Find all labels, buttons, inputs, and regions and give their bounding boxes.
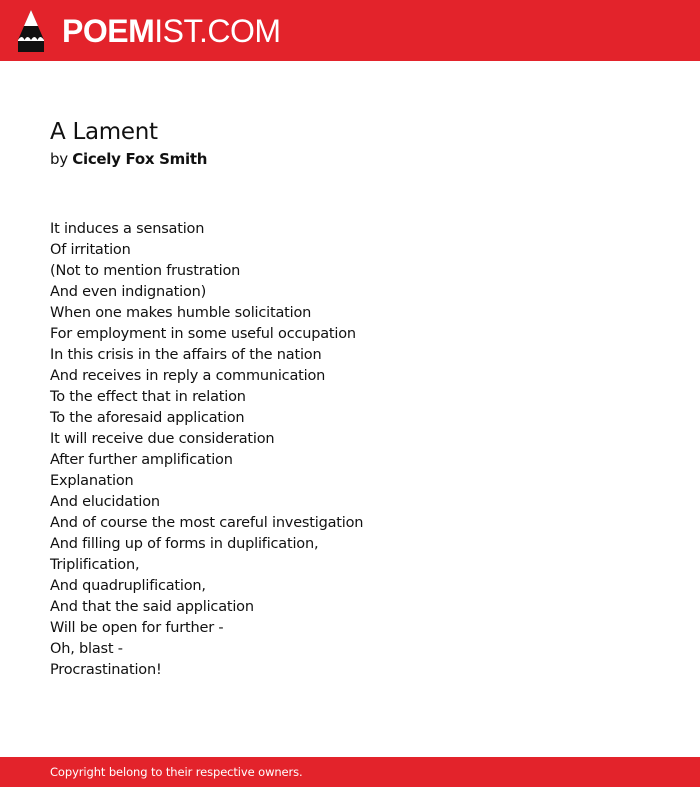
byline [50,148,207,170]
byline-prefix: by [50,150,68,168]
poem-line: Will be open for further - [50,620,224,636]
poem-line: And of course the most careful investigation [50,515,364,531]
poem-line: It induces a sensation [50,221,205,237]
poem-line: In this crisis in the affairs of the nation [50,347,322,363]
site-header [0,0,700,61]
poem-line: Triplification, [50,557,140,573]
copyright-text: Copyright belong to their respective owners. [50,765,303,779]
logo-bold-text: POEM [62,13,155,49]
pencil-tip-icon [18,10,44,52]
poem-line: When one makes humble solicitation [50,305,312,321]
poem-line: For employment in some useful occupation [50,326,356,342]
poem-line: After further amplification [50,452,233,468]
poem-title: A Lament [50,119,158,145]
poem-line: Explanation [50,473,134,489]
poem-line: To the aforesaid application [50,410,245,426]
poem-line: Oh, blast - [50,641,123,657]
poem-line: And filling up of forms in duplification, [50,536,319,552]
poem-line: And that the said application [50,599,254,615]
poem-line: Of irritation [50,242,131,258]
poem-line: Procrastination! [50,662,162,678]
poem-line: And receives in reply a communication [50,368,326,384]
poem-line: It will receive due consideration [50,431,275,447]
poem-body [50,219,363,681]
poem-line: And elucidation [50,494,160,510]
logo-light-text: IST.COM [154,13,281,49]
site-logo[interactable] [62,11,281,51]
poem-line: And even indignation) [50,284,207,300]
poem-line: (Not to mention frustration [50,263,241,279]
site-footer [0,757,700,787]
author-name: Cicely Fox Smith [72,150,208,168]
poem-line: To the effect that in relation [50,389,246,405]
poem-line: And quadruplification, [50,578,206,594]
